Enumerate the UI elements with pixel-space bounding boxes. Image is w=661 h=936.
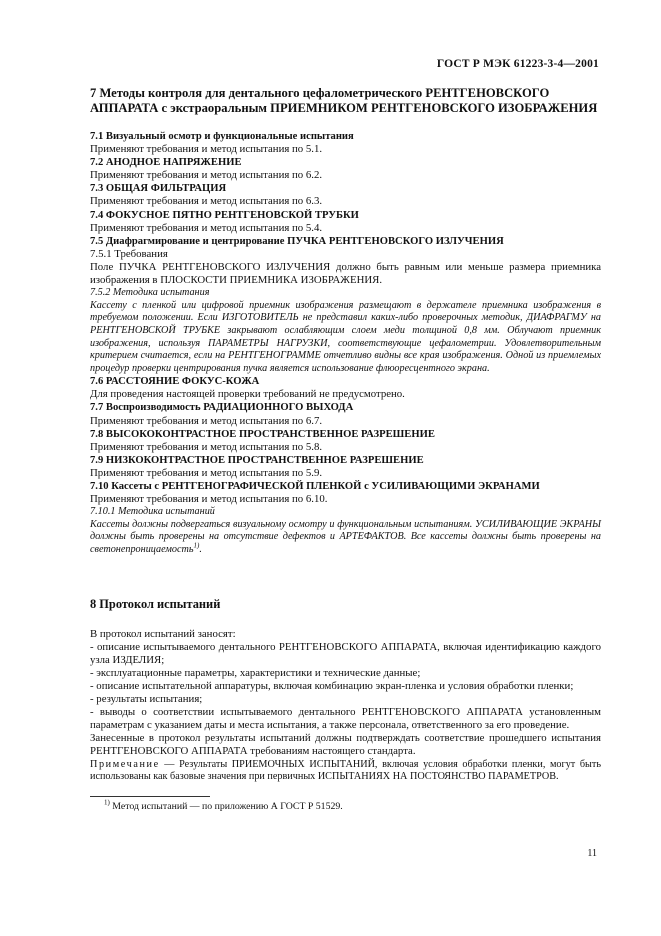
note-label: Примечание bbox=[90, 758, 160, 770]
section-text: Применяют требования и метод испытания по 5.4. bbox=[90, 221, 323, 234]
section-heading: 7.5 Диафрагмирование и центрирование ПУЧКА РЕНТГЕНОВСКОГО ИЗЛУЧЕНИЯ bbox=[90, 235, 504, 247]
section-7-5 bbox=[90, 235, 601, 376]
section-7-title: 7 Методы контроля для дентального цефалометрического РЕНТГЕНОВСКОГО АППАРАТА с экстраоральным ПРИЕМНИКОМ РЕНТГЕНОВСКОГО ИЗОБРАЖЕНИЯ bbox=[90, 86, 598, 115]
document-body bbox=[90, 86, 601, 813]
section-text: Для проведения настоящей проверки требований не предусмотрено. bbox=[90, 388, 405, 401]
section-8 bbox=[90, 597, 601, 784]
section-7-10 bbox=[90, 480, 601, 557]
section-heading: 7.4 ФОКУСНОЕ ПЯТНО РЕНТГЕНОВСКОЙ ТРУБКИ bbox=[90, 209, 359, 221]
section-text: Применяют требования и метод испытания по 5.9. bbox=[90, 466, 323, 479]
section-7-3 bbox=[90, 182, 601, 208]
section-text: Применяют требования и метод испытания по 6.10. bbox=[90, 493, 328, 506]
section-7-9 bbox=[90, 454, 601, 480]
footnote-mark: 1) bbox=[104, 798, 110, 807]
footnote-ref[interactable]: 1) bbox=[193, 541, 200, 550]
list-item: - выводы о соответствии испытываемого дентального РЕНТГЕНОВСКОГО АППАРАТА установленным параметрам с указанием даты и места испытания, а также персонала, ответственного за его проведение. bbox=[90, 706, 601, 732]
section-7-1 bbox=[90, 130, 601, 156]
section-text: Применяют требования и метод испытания по 5.1. bbox=[90, 143, 323, 156]
list-item: - результаты испытания; bbox=[90, 693, 203, 706]
subsection-heading: 7.10.1 Методика испытаний bbox=[90, 506, 215, 518]
section-7-4 bbox=[90, 209, 601, 235]
subsection-text: Кассету с пленкой или цифровой приемник изображения размещают в держателе приемника изображения в требуемом положении. Если ИЗГОТОВИТЕЛЬ не представил каких-либо проверочных методик, ДИАФРАГМУ на РЕНТГЕНОВСКОЙ ТРУБКЕ закрывают ослабляющим слоем меди толщиной 0,8 мм. Облучают приемник изображения, используя ПАРАМЕТРЫ НАГРУЗКИ, соответствующие цефалометрии. Удовлетворительным критерием считается, если на РЕНТГЕНОГРАММЕ отчетливо видны все края изображения. Одной из приемлемых процедур проверки центрирования пучка является использование флюоресцентного экрана. bbox=[90, 299, 601, 374]
list-item: - эксплуатационные параметры, характеристики и технические данные; bbox=[90, 666, 421, 679]
section-heading: 7.6 РАССТОЯНИЕ ФОКУС-КОЖА bbox=[90, 376, 260, 388]
subsection-text: Кассеты должны подвергаться визуальному осмотру и функциональным испытаниям. УСИЛИВАЮЩИЕ ЭКРАНЫ должны быть проверены на отсутствие дефектов и АРТЕФАКТОВ. Все кассеты должны быть проверены на светонепроницаемость$^{1)}$. bbox=[90, 518, 601, 555]
list-item: - описание испытываемого дентального РЕНТГЕНОВСКОГО АППАРАТА, включая идентификацию каждого узла ИЗДЕЛИЯ; bbox=[90, 640, 601, 666]
section-text: Применяют требования и метод испытания по 6.7. bbox=[90, 414, 323, 427]
section-7-8 bbox=[90, 428, 601, 454]
section-8-conclusion: Занесенные в протокол результаты испытаний должны подтверждать соответствие прошедшего испытания РЕНТГЕНОВСКОГО АППАРАТА требованиям настоящего стандарта. bbox=[90, 732, 601, 758]
section-heading: 7.10 Кассеты с РЕНТГЕНОГРАФИЧЕСКОЙ ПЛЕНКОЙ с УСИЛИВАЮЩИМИ ЭКРАНАМИ bbox=[90, 481, 540, 493]
subsection-body: Кассеты должны подвергаться визуальному осмотру и функциональным испытаниям. УСИЛИВАЮЩИЕ ЭКРАНЫ должны быть проверены на отсутствие дефектов и АРТЕФАКТОВ. Все кассеты должны быть проверены на светонепроницаемость bbox=[90, 518, 601, 555]
section-heading: 7.7 Воспроизводимость РАДИАЦИОННОГО ВЫХОДА bbox=[90, 402, 354, 414]
section-7-2 bbox=[90, 156, 601, 182]
section-heading: 7.9 НИЗКОКОНТРАСТНОЕ ПРОСТРАНСТВЕННОЕ РАЗРЕШЕНИЕ bbox=[90, 454, 424, 466]
section-heading: 7.3 ОБЩАЯ ФИЛЬТРАЦИЯ bbox=[90, 183, 227, 195]
section-7-6 bbox=[90, 375, 601, 401]
footnote-text: Метод испытаний — по приложению А ГОСТ Р 51529. bbox=[112, 800, 343, 812]
page-header: ГОСТ Р МЭК 61223-3-4—2001 bbox=[436, 58, 599, 70]
subsection-heading: 7.5.2 Методика испытания bbox=[90, 287, 210, 299]
section-8-title: 8 Протокол испытаний bbox=[90, 596, 221, 611]
note bbox=[90, 759, 601, 784]
page-number: 11 bbox=[587, 848, 597, 859]
section-heading: 7.2 АНОДНОЕ НАПРЯЖЕНИЕ bbox=[90, 157, 242, 169]
section-text: Применяют требования и метод испытания по 5.8. bbox=[90, 440, 323, 453]
section-8-intro: В протокол испытаний заносят: bbox=[90, 627, 236, 640]
footnote-divider bbox=[90, 796, 210, 797]
section-text: Применяют требования и метод испытания по 6.3. bbox=[90, 195, 323, 208]
subsection-text: Поле ПУЧКА РЕНТГЕНОВСКОГО ИЗЛУЧЕНИЯ должно быть равным или меньше размера приемника изображения в ПЛОСКОСТИ ПРИЕМНИКА ИЗОБРАЖЕНИЯ. bbox=[90, 260, 601, 287]
subsection-heading: 7.5.1 Требования bbox=[90, 247, 168, 260]
section-heading: 7.1 Визуальный осмотр и функциональные испытания bbox=[90, 131, 354, 142]
footnote bbox=[90, 798, 601, 813]
section-text: Применяют требования и метод испытания по 6.2. bbox=[90, 169, 323, 182]
section-7-7 bbox=[90, 401, 601, 427]
note-text: — Результаты ПРИЕМОЧНЫХ ИСПЫТАНИЙ, включая условия обработки пленки, могут быть использованы как базовые значения при первичных ИСПЫТАНИЯХ НА ПОСТОЯНСТВО ПАРАМЕТРОВ. bbox=[90, 758, 601, 783]
section-heading: 7.8 ВЫСОКОКОНТРАСТНОЕ ПРОСТРАНСТВЕННОЕ РАЗРЕШЕНИЕ bbox=[90, 428, 435, 440]
list-item: - описание испытательной аппаратуры, включая комбинацию экран-пленка и условия обработки пленки; bbox=[90, 679, 574, 692]
